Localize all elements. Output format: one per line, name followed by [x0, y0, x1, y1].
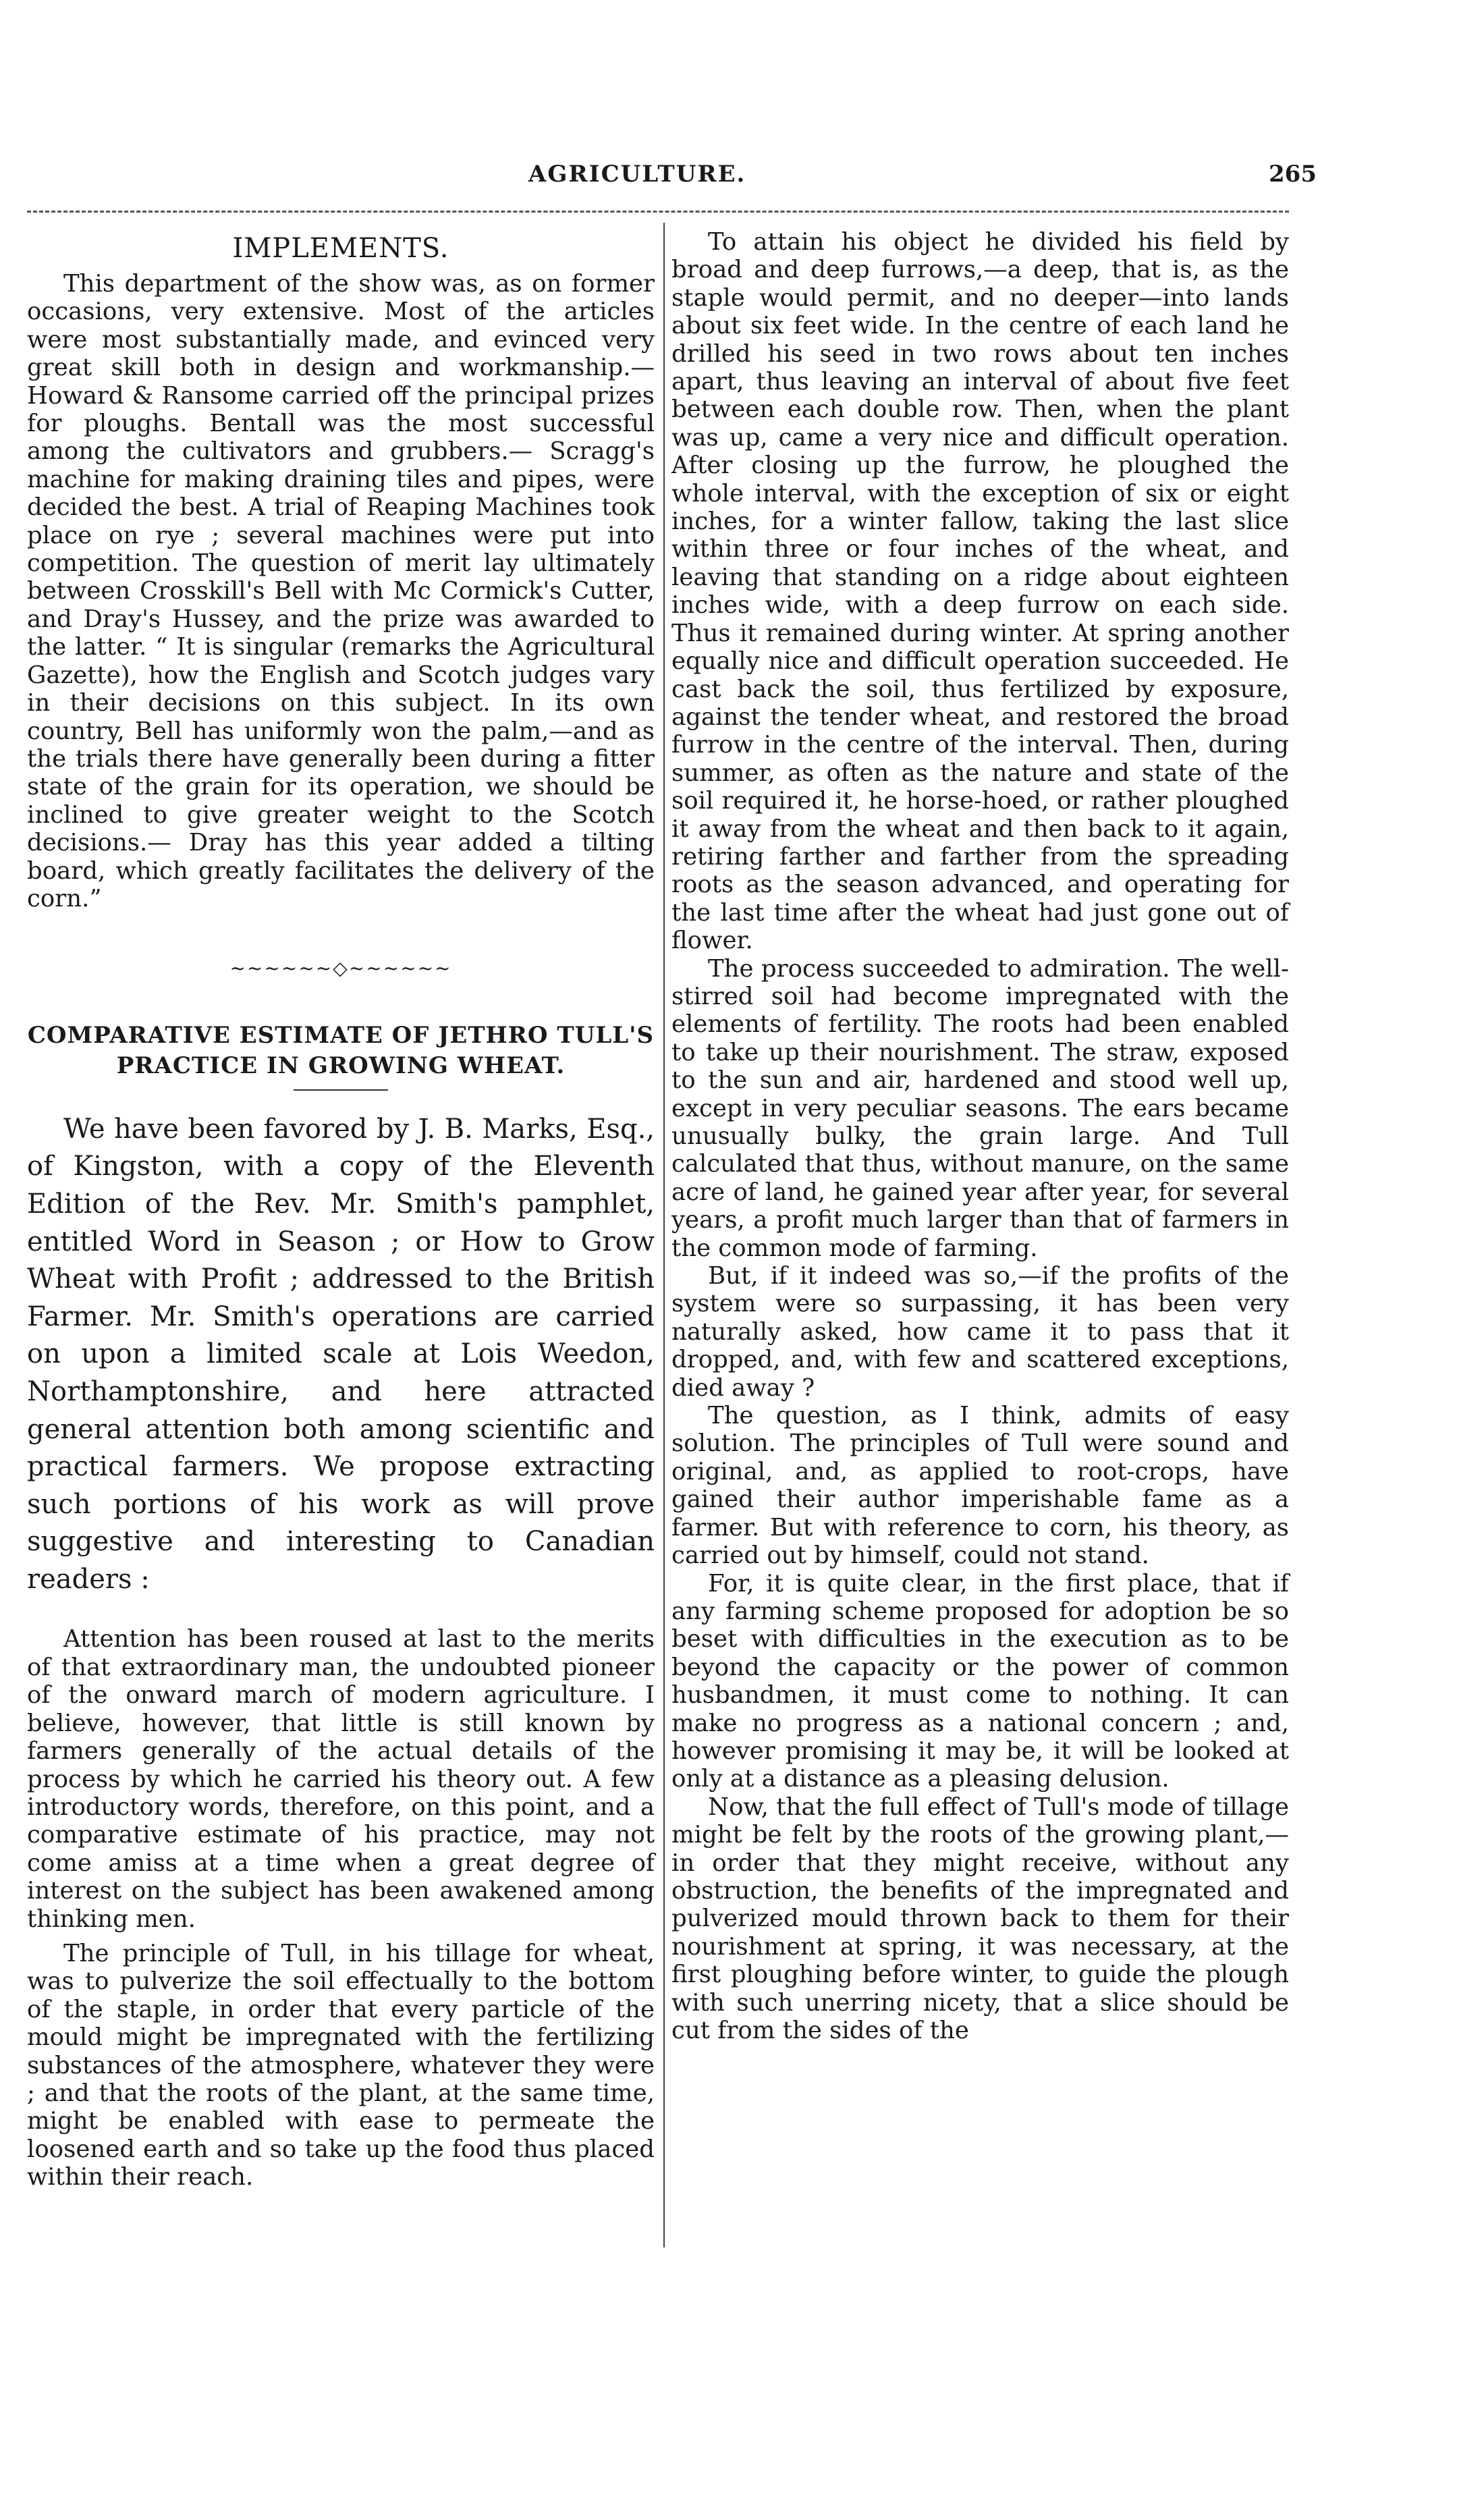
right-paragraph: Now, that the full effect of Tull's mode of tillage might be felt by the roots of the growing plant,—in order that they might receive, without any obstruction, the benefits of the impregnated and pulverized mould thrown back to them for their nourishment at spring, it was necessary, at the first ploughing before winter, to guide the plough with such unerring nicety, that a slice should be cut from the sides of the	[671, 1793, 1289, 2044]
article-heading	[27, 1020, 655, 1081]
running-title: AGRICULTURE.	[528, 161, 746, 188]
heading-rule	[294, 1089, 388, 1091]
column-divider	[663, 223, 665, 2247]
right-paragraph: The question, as I think, admits of easy solution. The principles of Tull were sound and original, and, as applied to root-crops, have gained their author imperishable fame as a farmer. But with reference to corn, his theory, as carried out by himself, could not stand.	[671, 1402, 1289, 1570]
left-paragraph: Attention has been roused at last to the merits of that extraordinary man, the undoubted pioneer of the onward march of modern agriculture. I believe, however, that little is still known by farmers generally of the actual details of the process by which he carried his theory out. A few introductory words, therefore, on this point, and a comparative estimate of his practice, may not come amiss at a time when a great degree of interest on the subject has been awakened among thinking men.	[27, 1625, 655, 1933]
article-intro: We have been favored by J. B. Marks, Esq., of Kingston, with a copy of the Eleventh Edition of the Rev. Mr. Smith's pamphlet, entitled Word in Season ; or How to Grow Wheat with Profit ; addressed to the British Farmer. Mr. Smith's operations are carried on upon a limited scale at Lois Weedon, Northamptonshire, and here attracted general attention both among scientific and practical farmers. We propose extracting such portions of his work as will prove suggestive and interesting to Canadian readers :	[27, 1113, 655, 1595]
ornament-divider: ~~~~~~◇~~~~~~	[229, 957, 452, 980]
implements-paragraph: This department of the show was, as on former occasions, very extensive. Most of the articles were most substantially made, and evinced very great skill both in design and workmanship.— Howard & Ransome carried off the principal prizes for ploughs. Bentall was the most successful among the cultivators and grubbers.— Scragg's machine for making draining tiles and pipes, were decided the best. A trial of Reaping Machines took place on rye ; several machines were put into competition. The question of merit lay ultimately between Crosskill's Bell with Mc Cormick's Cutter, and Dray's Hussey, and the prize was awarded to the latter. “ It is singular (remarks the Agricultural Gazette), how the English and Scotch judges vary in their decisions on this subject. In its own country, Bell has uniformly won the palm,—and as the trials there have generally been during a fitter state of the grain for its operation, we should be inclined to give greater weight to the Scotch decisions.— Dray has this year added a tilting board, which greatly facilitates the delivery of the corn.”	[27, 270, 655, 912]
page-number: 265	[1269, 161, 1317, 188]
right-paragraph: But, if it indeed was so,—if the profits of the system were so surpassing, it has been very naturally asked, how came it to pass that it dropped, and, with few and scattered exceptions, died away ?	[671, 1262, 1289, 1402]
running-head	[0, 161, 1484, 201]
left-column	[27, 228, 655, 2191]
right-paragraph: For, it is quite clear, in the first place, that if any farming scheme proposed for adoption be so beset with difficulties in the execution as to be beyond the capacity or the power of common husbandmen, it must come to nothing. It can make no progress as a national concern ; and, however promising it may be, it will be looked at only at a distance as a pleasing delusion.	[671, 1569, 1289, 1793]
left-paragraph: The principle of Tull, in his tillage for wheat, was to pulverize the soil effectually to the bottom of the staple, in order that every particle of the mould might be impregnated with the fertilizing substances of the atmosphere, whatever they were ; and that the roots of the plant, at the same time, might be enabled with ease to permeate the loosened earth and so take up the food thus placed within their reach.	[27, 1939, 655, 2191]
right-paragraph: To attain his object he divided his field by broad and deep furrows,—a deep, that is, as the staple would permit, and no deeper—into lands about six feet wide. In the centre of each land he drilled his seed in two rows about ten inches apart, thus leaving an interval of about five feet between each double row. Then, when the plant was up, came a very nice and difficult operation. After closing up the furrow, he ploughed the whole interval, with the exception of six or eight inches, for a winter fallow, taking the last slice within three or four inches of the wheat, and leaving that standing on a ridge about eighteen inches wide, with a deep furrow on each side. Thus it remained during winter. At spring another equally nice and difficult operation succeeded. He cast back the soil, thus fertilized by exposure, against the tender wheat, and restored the broad furrow in the centre of the interval. Then, during summer, as often as the nature and state of the soil required it, he horse-hoed, or rather ploughed it away from the wheat and then back to it again, retiring farther and farther from the spreading roots as the season advanced, and operating for the last time after the wheat had just gone out of flower.	[671, 228, 1289, 955]
article-heading-line2: PRACTICE IN GROWING WHEAT.	[116, 1052, 566, 1079]
implements-heading: IMPLEMENTS.	[232, 233, 449, 264]
right-column	[671, 228, 1289, 2044]
spacer	[27, 1933, 655, 1940]
article-heading-line1: COMPARATIVE ESTIMATE OF JETHRO TULL'S	[27, 1021, 655, 1049]
right-paragraph: The process succeeded to admiration. The well-stirred soil had become impregnated with the elements of fertility. The roots had been enabled to take up their nourishment. The straw, exposed to the sun and air, hardened and stood well up, except in very peculiar seasons. The ears became unusually bulky, the grain large. And Tull calculated that thus, without manure, on the same acre of land, he gained year after year, for several years, a profit much larger than that of farmers in the common mode of farming.	[671, 954, 1289, 1262]
header-rule	[27, 211, 1289, 213]
spacer	[27, 1598, 655, 1625]
